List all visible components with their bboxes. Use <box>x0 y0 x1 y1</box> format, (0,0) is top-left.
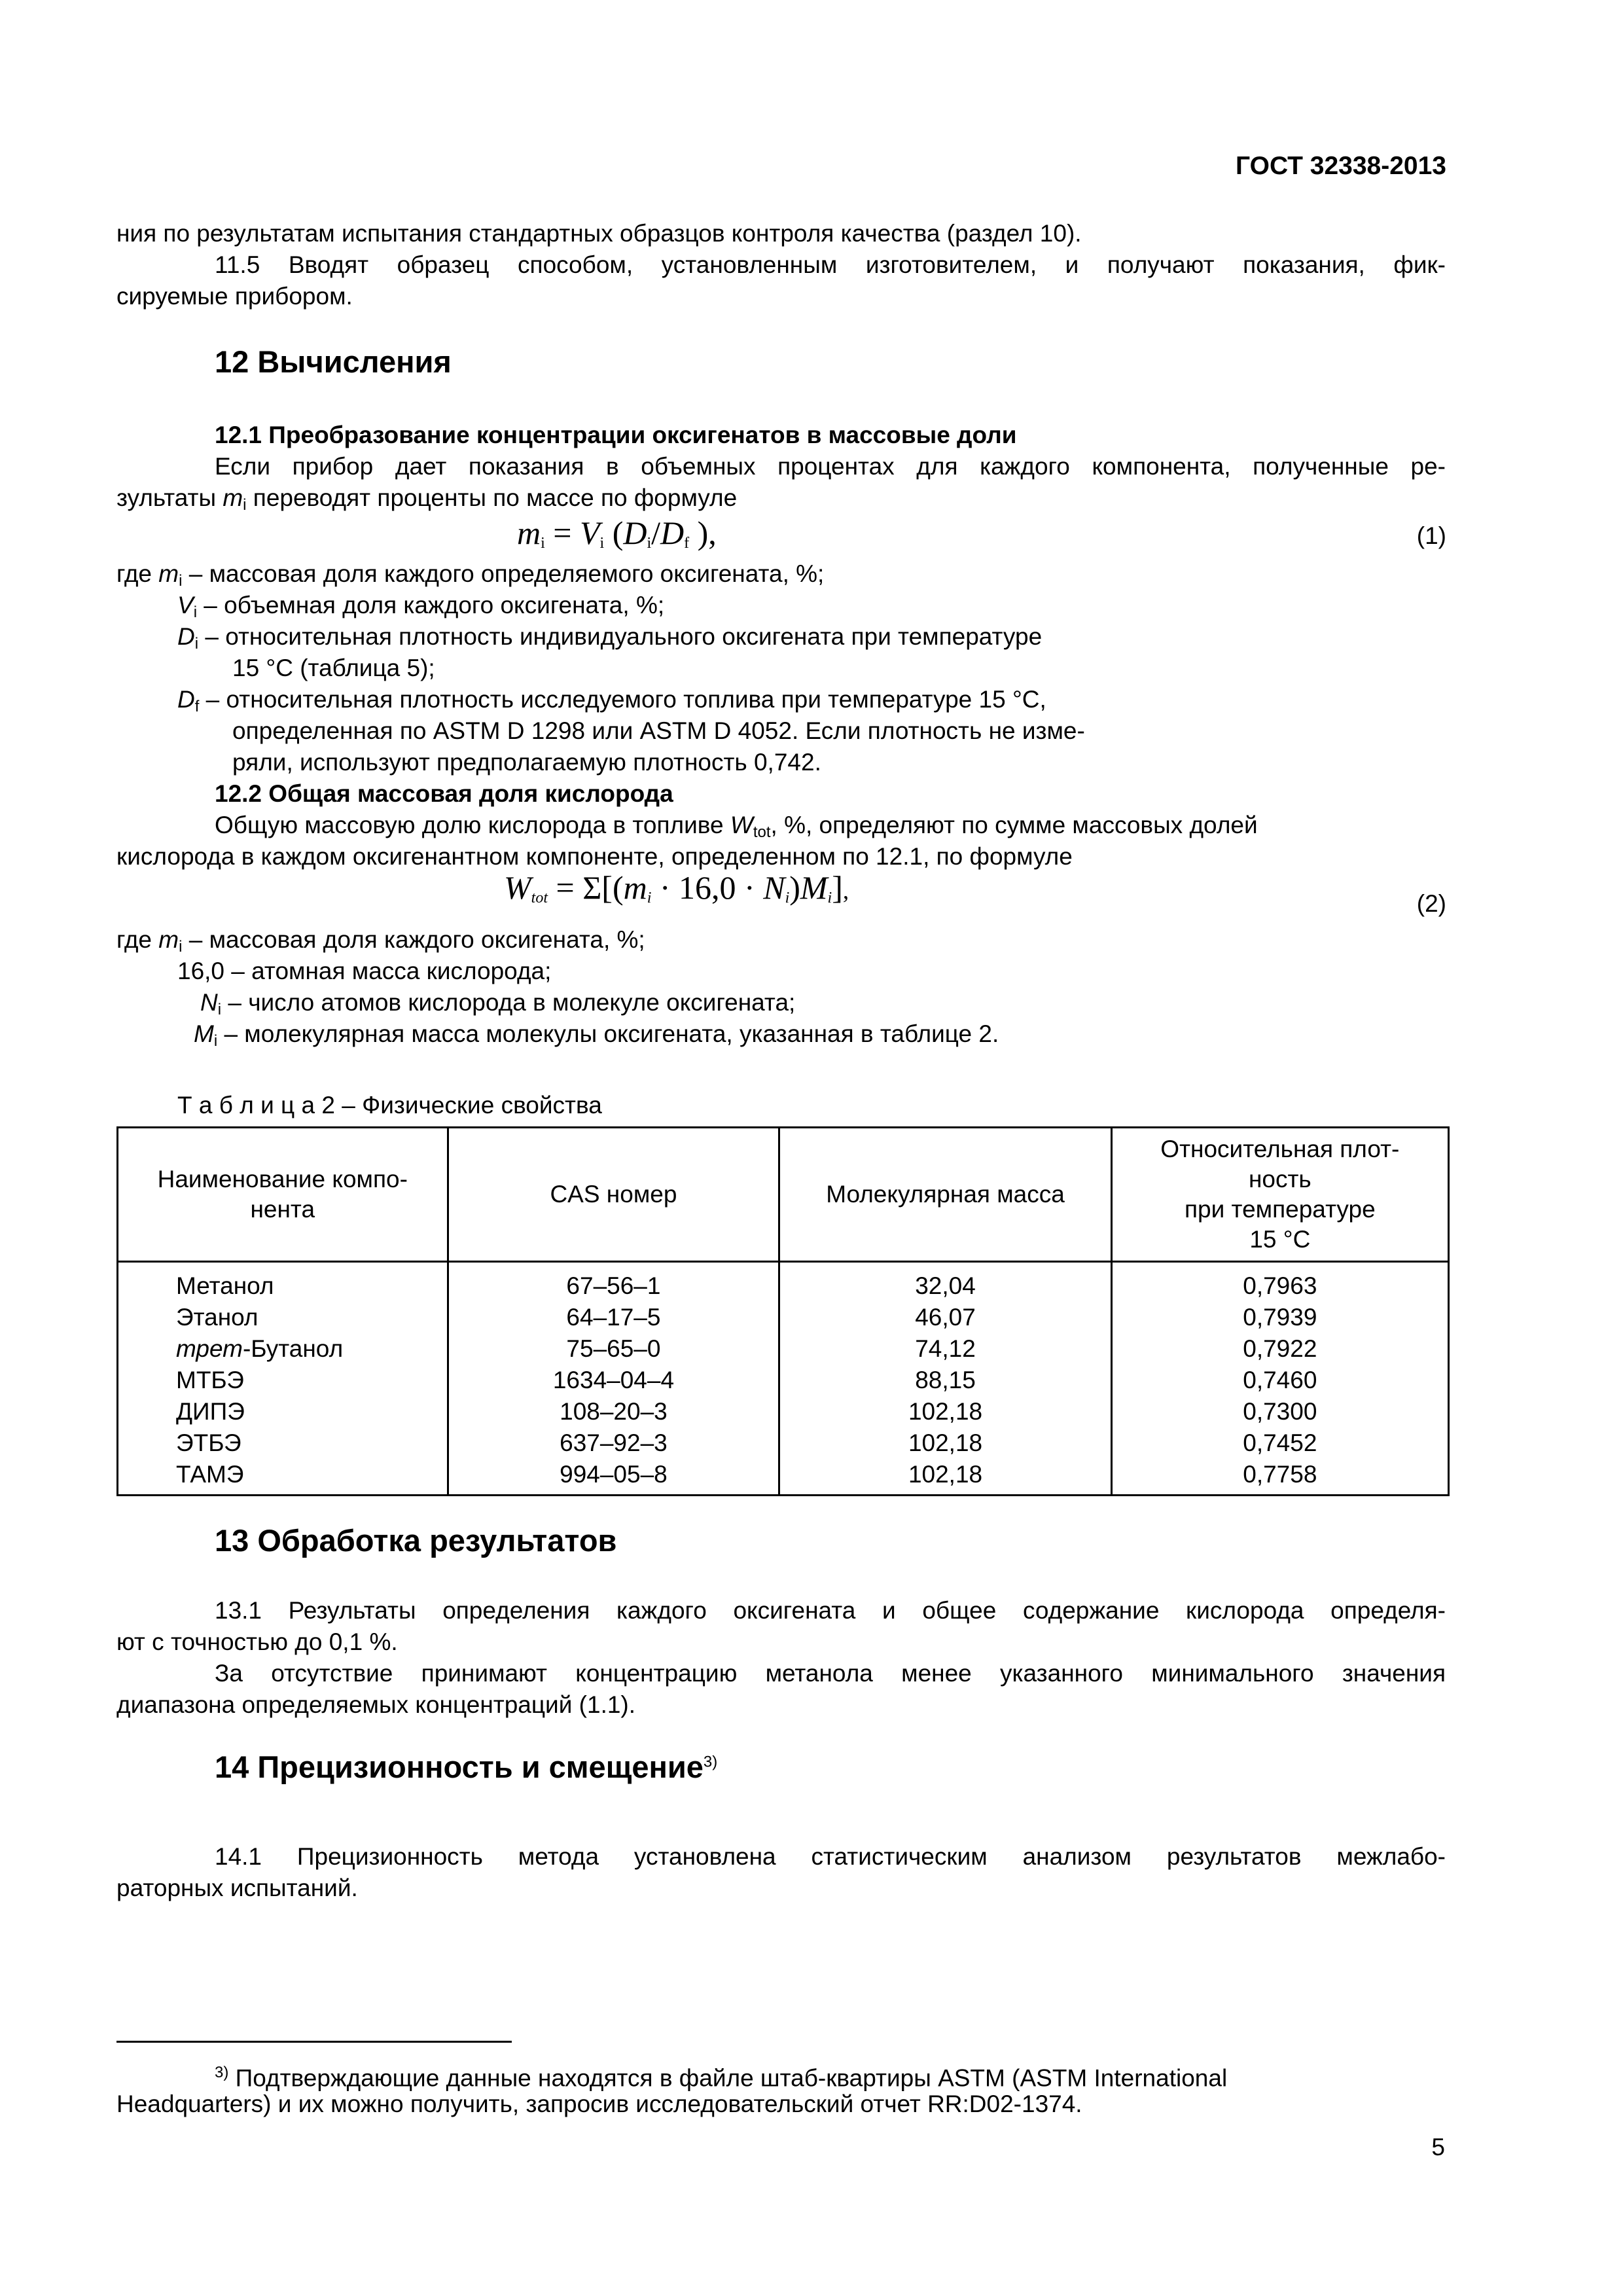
document-code: ГОСТ 32338-2013 <box>1236 152 1446 180</box>
cell-density: 0,7963 <box>1111 1262 1448 1302</box>
where2-16: 16,0 – атомная масса кислорода; <box>177 958 552 984</box>
where-df-cont: определенная по ASTM D 1298 или ASTM D 4052. Если плотность не изме- <box>232 717 1085 744</box>
eq-n: N <box>763 869 785 906</box>
table-row <box>118 1365 1449 1396</box>
cell-name: ЭТБЭ <box>118 1427 448 1459</box>
eq-mm: M <box>800 869 828 906</box>
desc: – массовая доля каждого определяемого оксигената, %; <box>182 560 825 587</box>
cell-density: 0,7300 <box>1111 1396 1448 1427</box>
cell-mass: 74,12 <box>779 1333 1111 1365</box>
table-header-row <box>118 1128 1449 1262</box>
header-cas: CAS номер <box>448 1128 779 1262</box>
eq-equals: = <box>544 514 580 551</box>
eq-end: ] <box>832 869 843 906</box>
cell-density: 0,7758 <box>1111 1459 1448 1496</box>
cell-name: ТАМЭ <box>118 1459 448 1496</box>
var: M <box>194 1020 214 1047</box>
cell-density: 0,7939 <box>1111 1302 1448 1333</box>
table-row <box>118 1302 1449 1333</box>
eq-d: D <box>660 514 685 551</box>
sub: i <box>179 572 183 590</box>
where-df-cont: ряли, используют предполагаемую плотность 0,742. <box>232 749 821 776</box>
text: , %, определяют по сумме массовых долей <box>770 812 1258 838</box>
sub-i: i <box>243 496 247 514</box>
eq-mid: · 16,0 · <box>651 869 764 906</box>
sub: i <box>193 603 198 621</box>
cell-density: 0,7460 <box>1111 1365 1448 1396</box>
eq-sub: i <box>827 889 832 906</box>
eq-w: W <box>504 869 531 906</box>
section-13-heading: 13 Обработка результатов <box>215 1523 617 1558</box>
section-13-p2-line2: диапазона определяемых концентраций (1.1). <box>116 1691 636 1718</box>
cell-cas: 994–05–8 <box>448 1459 779 1496</box>
desc: – объемная доля каждого оксигената, %; <box>197 592 665 619</box>
cell-mass: 102,18 <box>779 1396 1111 1427</box>
section-13-p2-line1: За отсутствие принимают концентрацию метанола менее указанного минимального значения <box>215 1660 1446 1687</box>
eq-comma: , <box>842 878 849 905</box>
table-row <box>118 1262 1449 1302</box>
subsection-12-1-heading: 12.1 Преобразование концентрации оксигенатов в массовые доли <box>215 422 1017 448</box>
intro-line: ния по результатам испытания стандартных образцов контроля качества (раздел 10). <box>116 220 1082 247</box>
cell-cas: 108–20–3 <box>448 1396 779 1427</box>
name-italic-prefix: трет <box>176 1335 243 1362</box>
eq-m: m <box>623 869 647 906</box>
cell-name: Этанол <box>118 1302 448 1333</box>
where2-mm <box>194 1018 999 1057</box>
desc: – относительная плотность исследуемого топлива при температуре 15 °С, <box>199 686 1046 713</box>
header-mass: Молекулярная масса <box>779 1128 1111 1262</box>
sub: i <box>194 635 199 653</box>
table-row <box>118 1427 1449 1459</box>
cell-cas: 75–65–0 <box>448 1333 779 1365</box>
eq-d: D <box>623 514 647 551</box>
sub: i <box>179 938 183 956</box>
eq-sub: tot <box>531 889 548 906</box>
cell-mass: 32,04 <box>779 1262 1111 1302</box>
section-14-p1-line2: раторных испытаний. <box>116 1874 358 1901</box>
section-14-p1-line1: 14.1 Прецизионность метода установлена статистическим анализом результатов межлабо- <box>215 1843 1446 1870</box>
footnote-text: Подтверждающие данные находятся в файле штаб-квартиры ASTM (ASTM International <box>228 2064 1228 2092</box>
cell-name: Метанол <box>118 1262 448 1302</box>
eq-sub: f <box>684 535 690 552</box>
cell-mass: 102,18 <box>779 1459 1111 1496</box>
var-w: W <box>730 812 753 838</box>
paragraph-11-5-line2: сируемые прибором. <box>116 283 353 310</box>
cell-name: МТБЭ <box>118 1365 448 1396</box>
footnote-divider <box>116 2041 512 2043</box>
where-prefix: где <box>116 560 159 587</box>
paragraph-11-5-line1: 11.5 Вводят образец способом, установленным изготовителем, и получают показания, фик- <box>215 251 1446 278</box>
eq-sub: i <box>541 535 545 552</box>
subsection-12-1-line1: Если прибор дает показания в объемных процентах для каждого компонента, полученные ре- <box>215 453 1446 480</box>
sub: i <box>217 1001 222 1018</box>
var: m <box>158 926 179 953</box>
eq-v: V <box>579 514 600 551</box>
var: D <box>177 623 195 650</box>
equation-2-number: (2) <box>1416 890 1446 917</box>
section-14-heading <box>215 1749 717 1785</box>
equation-1-number: (1) <box>1416 522 1446 549</box>
cell-cas: 1634–04–4 <box>448 1365 779 1396</box>
equation-1 <box>517 514 717 552</box>
table-caption: Т а б л и ц а 2 – Физические свойства <box>177 1092 602 1119</box>
desc: – молекулярная масса молекулы оксигената, указанная в таблице 2. <box>217 1020 999 1047</box>
eq-sub: i <box>785 889 790 906</box>
cell-name: ДИПЭ <box>118 1396 448 1427</box>
heading-text: 14 Прецизионность и смещение <box>215 1749 704 1784</box>
cell-cas: 637–92–3 <box>448 1427 779 1459</box>
section-13-p1-line1: 13.1 Результаты определения каждого оксигената и общее содержание кислорода определя- <box>215 1597 1446 1624</box>
eq-m: m <box>517 514 541 551</box>
eq-slash: / <box>651 514 661 551</box>
section-13-p1-line2: ют с точностью до 0,1 %. <box>116 1628 398 1655</box>
cell-cas: 64–17–5 <box>448 1302 779 1333</box>
subsection-12-2-line2: кислорода в каждом оксигенантном компоненте, определенном по 12.1, по формуле <box>116 843 1073 870</box>
eq-sum: = Σ[( <box>548 869 624 906</box>
var-m: m <box>223 484 243 511</box>
sub: i <box>213 1032 218 1050</box>
var: N <box>200 989 218 1016</box>
text: зультаты <box>116 484 223 511</box>
desc: – относительная плотность индивидуального оксигената при температуре <box>198 623 1043 650</box>
cell-cas: 67–56–1 <box>448 1262 779 1302</box>
cell-mass: 102,18 <box>779 1427 1111 1459</box>
physical-properties-table <box>116 1126 1450 1496</box>
eq-sub: i <box>647 535 652 552</box>
subsection-12-2-heading: 12.2 Общая массовая доля кислорода <box>215 780 673 807</box>
desc: – число атомов кислорода в молекуле оксигената; <box>221 989 796 1016</box>
header-name: Наименование компо- нента <box>118 1128 448 1262</box>
eq-close: ) <box>789 869 800 906</box>
equation-2 <box>504 869 849 907</box>
table-row <box>118 1396 1449 1427</box>
desc: – массовая доля каждого оксигената, %; <box>182 926 645 953</box>
where-prefix: где <box>116 926 159 953</box>
where-di-cont: 15 °С (таблица 5); <box>232 655 435 681</box>
footnote-mark: 3) <box>215 2064 229 2081</box>
eq-sub: i <box>599 535 605 552</box>
cell-mass: 88,15 <box>779 1365 1111 1396</box>
var: D <box>177 686 195 713</box>
var: m <box>158 560 179 587</box>
name-rest: -Бутанол <box>242 1335 344 1362</box>
footnote-line2: Headquarters) и их можно получить, запросив исследовательский отчет RR:D02-1374. <box>116 2090 1082 2117</box>
cell-density: 0,7922 <box>1111 1333 1448 1365</box>
header-density: Относительная плот- ность при температуре 15 °С <box>1111 1128 1448 1262</box>
cell-name <box>118 1333 448 1365</box>
table-row <box>118 1459 1449 1496</box>
cell-mass: 46,07 <box>779 1302 1111 1333</box>
table-row <box>118 1333 1449 1365</box>
eq-close: ), <box>689 514 717 551</box>
footnote-ref: 3) <box>703 1753 718 1771</box>
text: Общую массовую долю кислорода в топливе <box>215 812 730 838</box>
section-12-heading: 12 Вычисления <box>215 344 452 379</box>
sub: f <box>194 698 200 715</box>
cell-density: 0,7452 <box>1111 1427 1448 1459</box>
text: переводят проценты по массе по формуле <box>246 484 738 511</box>
page-number: 5 <box>1431 2134 1445 2161</box>
var: V <box>177 592 194 619</box>
sub-tot: tot <box>753 823 771 841</box>
eq-sub: i <box>647 889 652 906</box>
eq-open: ( <box>604 514 624 551</box>
